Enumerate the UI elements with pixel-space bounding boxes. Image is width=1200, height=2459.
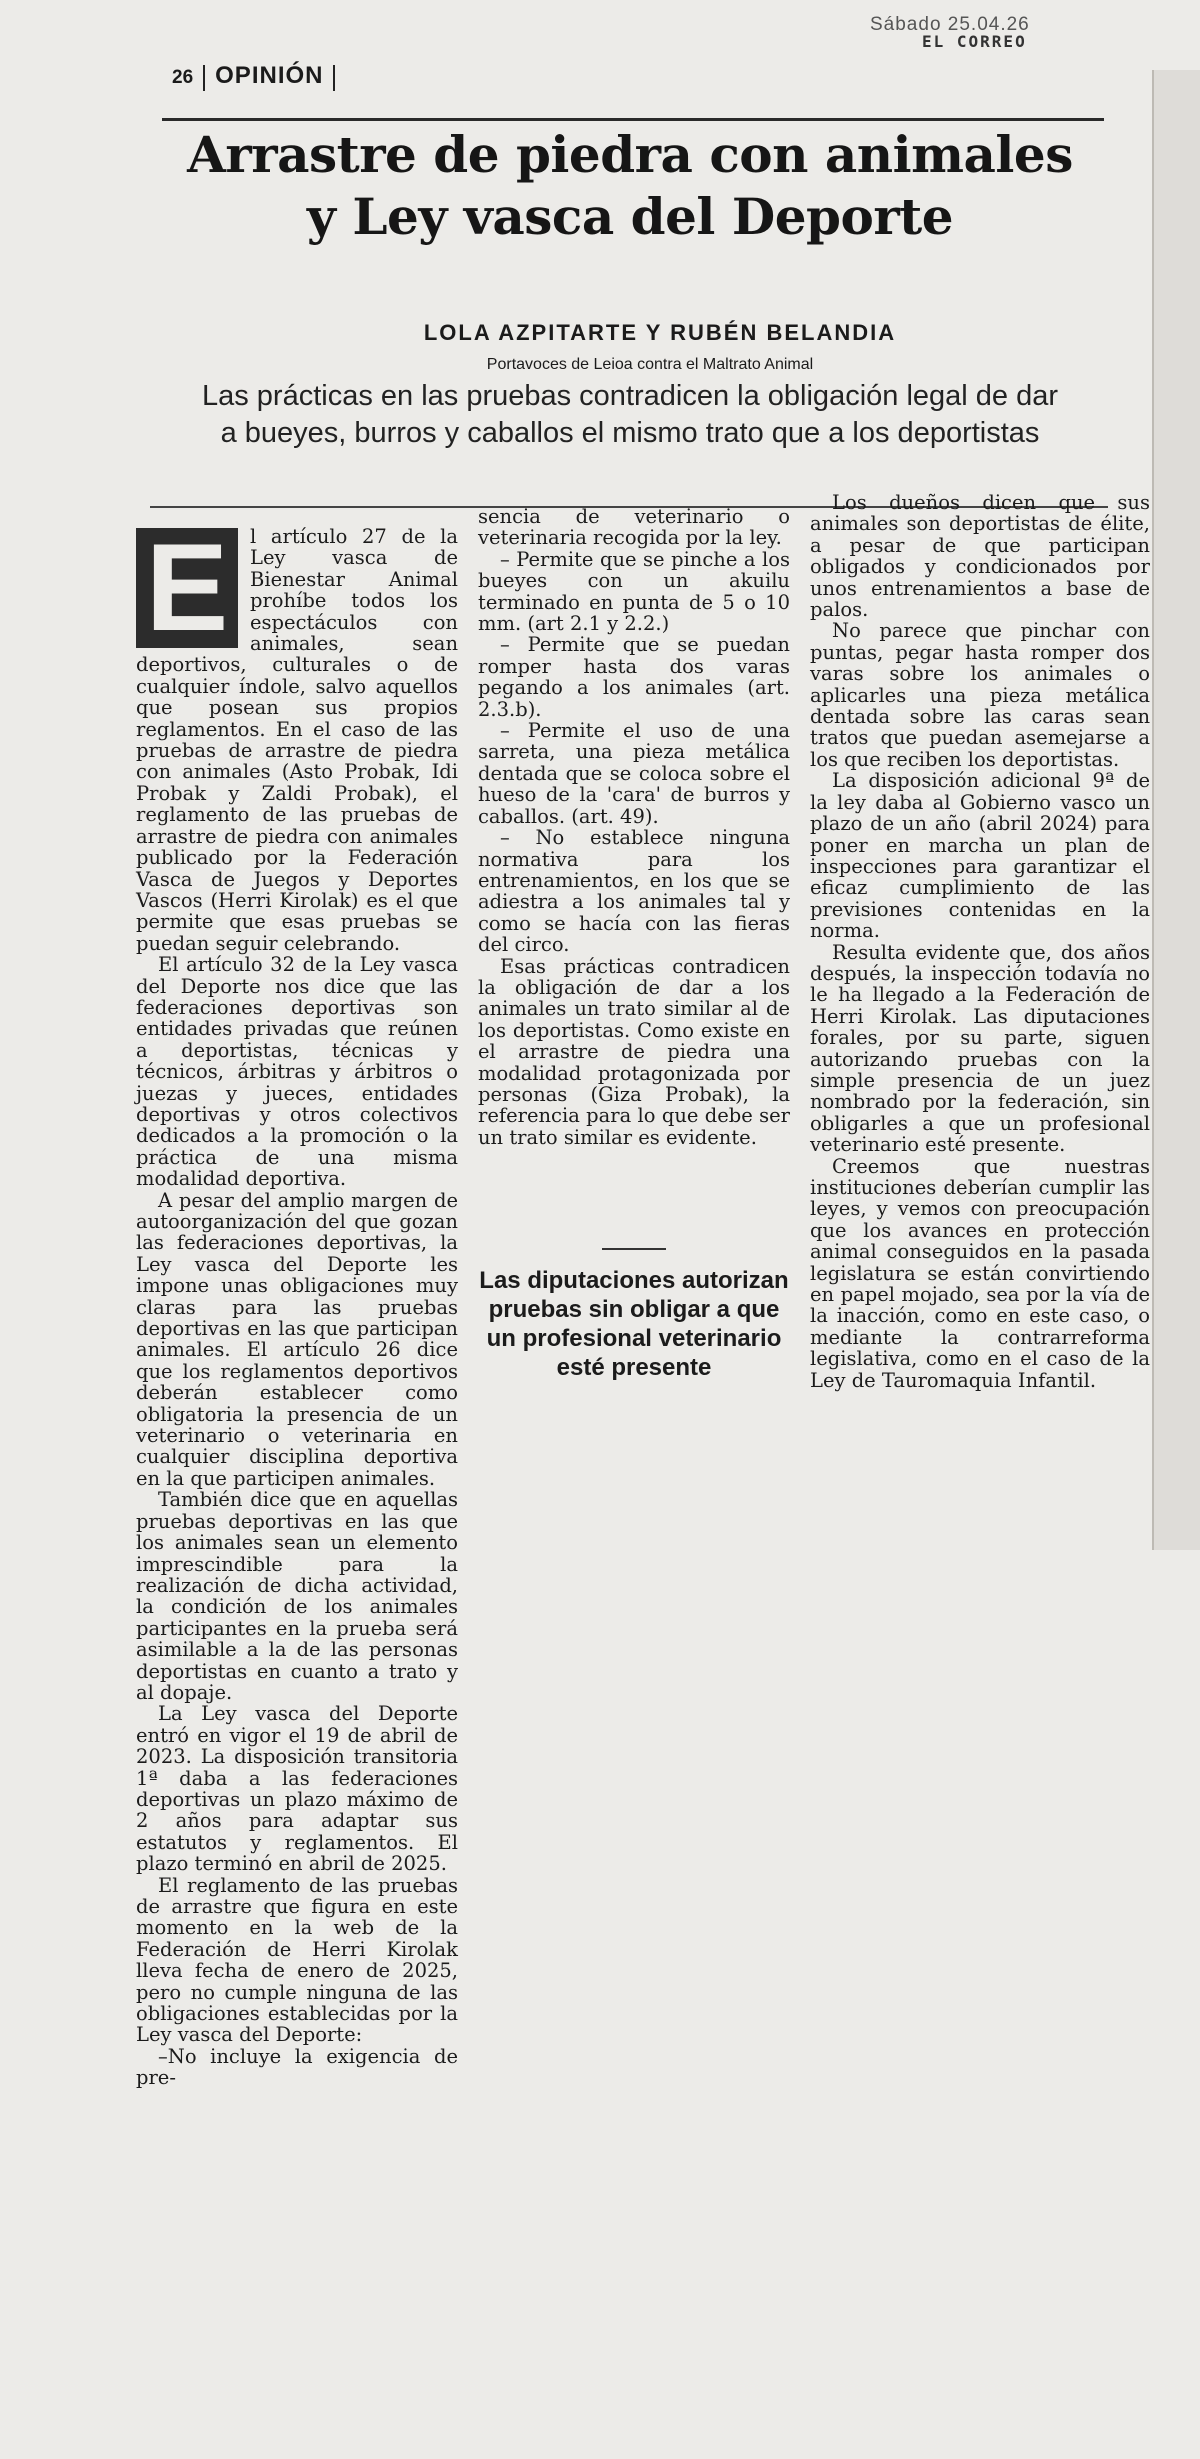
paragraph: A pesar del amplio margen de autoorganización del que gozan las federaciones deportivas, la Ley vasca del Deporte les impone unas obligaciones muy claras para las pruebas deportivas en las que participan animales. El artículo 26 dice que los reglamentos deportivos deberán establecer como obligatoria la presencia de un veterinario o veterinaria en cualquier disciplina deportiva en la que participen animales. bbox=[136, 1188, 458, 1490]
headline-line-1: Arrastre de piedra con animales bbox=[187, 125, 1073, 184]
subheadline-line-2: a bueyes, burros y caballos el mismo trato que a los deportistas bbox=[220, 417, 1040, 449]
paragraph: Creemos que nuestras instituciones deberían cumplir las leyes, y vemos con preocupación que los avances en protección animal conseguidos en la pasada legislatura se están convirtiendo en papel mojado, sea por la vía de la inacción, como en este caso, o mediante la contrarreforma legislativa, como en el caso de la Ley de Tauromaquia Infantil. bbox=[810, 1154, 1150, 1392]
paragraph: – Permite el uso de una sarreta, una pieza metálica dentada que se coloca sobre el hueso de la 'cara' de burros y caballos. (art. 49). bbox=[478, 719, 790, 828]
paragraph: También dice que en aquellas pruebas deportivas en las que los animales sean un elemento imprescindible para la realización de dicha actividad, la condición de los animales participantes en la prueba será asimilable a la de las personas deportistas en cuanto a trato y al dopaje. bbox=[136, 1488, 458, 1704]
newspaper-name: EL CORREO bbox=[922, 32, 1027, 51]
adjacent-page-edge bbox=[1152, 70, 1200, 1550]
paragraph: sencia de veterinario o veterinaria recogida por la ley. bbox=[478, 505, 790, 550]
article-column-1 bbox=[136, 519, 458, 2090]
headline-line-2: y Ley vasca del Deporte bbox=[306, 187, 954, 246]
paragraph: La disposición adicional 9ª de la ley daba al Gobierno vasco un plazo de un año (abril 2024) para poner en marcha un plan de inspecciones para garantizar el eficaz cumplimiento de las previsiones contenidas en la norma. bbox=[810, 769, 1150, 943]
section-header bbox=[172, 62, 345, 91]
pull-quote-text: Las diputaciones autorizan pruebas sin obligar a que un profesional veterinario esté presente bbox=[479, 1267, 789, 1381]
section-divider bbox=[203, 65, 205, 91]
subheadline-line-1: Las prácticas en las pruebas contradicen la obligación legal de dar bbox=[201, 380, 1059, 412]
headline bbox=[150, 124, 1110, 248]
article-column-2 bbox=[478, 506, 790, 1148]
paragraph: La Ley vasca del Deporte entró en vigor el 19 de abril de 2023. La disposición transitoria 1ª daba a las federaciones deportivas un plazo máximo de 2 años para adaptar sus estatutos y reglamentos. El plazo terminó en abril de 2025. bbox=[136, 1702, 458, 1876]
paragraph: Esas prácticas contradicen la obligación de dar a los animales un trato similar al de los deportistas. Como existe en el arrastre de piedra una modalidad protagonizada por personas (Giza Probak), la referencia para lo que debe ser un trato similar es evidente. bbox=[478, 954, 790, 1149]
section-divider-end bbox=[333, 65, 335, 91]
header-rule bbox=[162, 118, 1104, 121]
paragraph: – Permite que se puedan romper hasta dos varas pegando a los animales (art. 2.3.b). bbox=[478, 633, 790, 721]
drop-cap: E bbox=[136, 528, 238, 648]
paragraph: Resulta evidente que, dos años después, la inspección todavía no le ha llegado a la Federación de Herri Kirolak. Las diputaciones forales, por su parte, siguen autorizando pruebas con la simple presencia de un juez nombrado por la federación, sin obligarles a que un profesional veterinario esté presente. bbox=[810, 940, 1150, 1157]
paragraph: Los dueños dicen que sus animales son deportistas de élite, a pesar de que participan obligados y condicionados por unos entrenamientos a base de palos. bbox=[810, 491, 1150, 622]
pull-quote-rule bbox=[602, 1248, 666, 1250]
article-column-3 bbox=[810, 492, 1150, 1391]
page-number: 26 bbox=[172, 67, 194, 88]
paragraph: El artículo 32 de la Ley vasca del Deporte nos dice que las federaciones deportivas son entidades privadas que reúnen a deportistas, técnicas y técnicos, árbitras y árbitros o juezas y jueces, entidades deportivas y otros colectivos dedicados a la promoción o la práctica de una misma modalidad deportiva. bbox=[136, 953, 458, 1191]
paragraph: – No establece ninguna normativa para los entrenamientos, en los que se adiestra a los animales tal y como se hacía con las fieras del circo. bbox=[478, 826, 790, 957]
byline-roles: Portavoces de Leioa contra el Maltrato Animal bbox=[486, 356, 814, 373]
byline-authors: LOLA AZPITARTE Y RUBÉN BELANDIA bbox=[423, 320, 897, 345]
paragraph: –No incluye la exigencia de pre- bbox=[136, 2044, 458, 2090]
paragraph: No parece que pinchar con puntas, pegar hasta romper dos varas sobre los animales o aplicarles una pieza metálica dentada sobre las caras sean tratos que puedan asemejarse a los que reciben los deportistas. bbox=[810, 619, 1150, 771]
section-name: OPINIÓN bbox=[215, 62, 324, 89]
paragraph: l artículo 27 de la Ley vasca de Bienestar Animal prohíbe todos los espectáculos con animales, sean deportivos, culturales o de cualquier índole, salvo aquellos que posean sus propios reglamentos. En el caso de las pruebas de arrastre de piedra con animales (Asto Probak, Idi Probak y Zaldi Probak), el reglamento de las pruebas de arrastre de piedra con animales publicado por la Federación Vasca de Juegos y Deportes Vascos (Herri Kirolak) es el que permite que esas pruebas se puedan seguir celebrando. bbox=[136, 525, 458, 955]
subheadline bbox=[150, 378, 1110, 452]
pull-quote bbox=[478, 1248, 790, 1382]
paragraph: El reglamento de las pruebas de arrastre que figura en este momento en la web de la Federación de Herri Kirolak lleva fecha de enero de 2025, pero no cumple ninguna de las obligaciones establecidas por la Ley vasca del Deporte: bbox=[136, 1873, 458, 2047]
issue-date: Sábado 25.04.26 bbox=[870, 14, 1030, 35]
paragraph: – Permite que se pinche a los bueyes con un akuilu terminado en punta de 5 o 10 mm. (art 2.1 y 2.2.) bbox=[478, 547, 790, 636]
